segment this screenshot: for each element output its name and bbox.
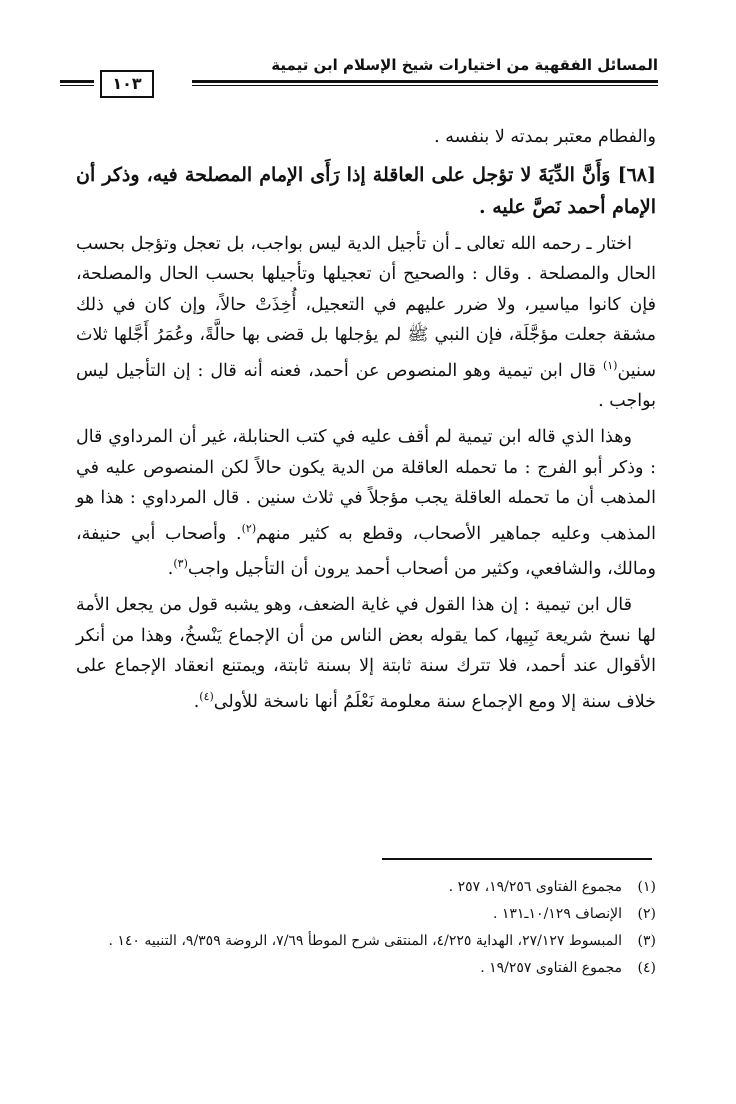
footnote-number: (٢) <box>637 906 656 922</box>
paragraph-ibn-taymiyya-choice <box>76 229 656 417</box>
footnote-text: الإنصاف ١٠/١٢٩ـ١٣١ . <box>492 906 622 922</box>
running-title: المسائل الفقهية من اختيارات شيخ الإسلام ابن تيمية <box>271 56 658 74</box>
issue-title: وَأَنَّ الدِّيَةَ لا تؤجل على العاقلة إذا رَأَى الإمام المصلحة فيه، وذكر أن الإمام أحمد نَصَّ عليه . <box>76 163 656 218</box>
issue-heading <box>76 159 656 223</box>
footnote-ref: (٢) <box>241 521 257 535</box>
footnote-text: مجموع الفتاوى ١٩/٢٥٧ . <box>480 960 622 976</box>
header-left-rule-thin <box>60 85 94 86</box>
paragraph-mardawi <box>76 422 656 584</box>
paragraph-intro: والفطام معتبر بمدته لا بنفسه . <box>434 127 656 147</box>
paragraph-abrogation <box>76 590 656 717</box>
footnote-separator <box>382 858 652 860</box>
footnote-ref: (٣) <box>173 557 188 571</box>
footnotes <box>76 874 656 982</box>
page-header <box>60 54 658 98</box>
footnote-ref: (١) <box>602 358 618 372</box>
header-left-rule <box>60 80 94 83</box>
header-rule <box>192 80 658 83</box>
paragraph-text: . <box>167 558 174 579</box>
footnote-number: (٣) <box>637 933 656 949</box>
paragraph-text: . <box>193 691 200 712</box>
header-rule-thin <box>192 85 658 86</box>
footnote-number: (٤) <box>637 960 656 976</box>
footnote-text: مجموع الفتاوى ١٩/٢٥٦، ٢٥٧ . <box>448 879 622 895</box>
paragraph-text: اختار ـ رحمه الله تعالى ـ أن تأجيل الدية ليس بواجب، بل تعجل وتؤجل بحسب الحال والمصلحة . وقال : والصحيح أن تعجيلها وتأجيلها بحسب الحال والمصلحة، فإن كانوا مياسير، ولا ضرر عليهم في التعجيل، أُخِذَتْ حالاً، وإن كان في ذلك مشقة جعلت مؤجَّلَة، فإن النبي ﷺ لم يؤجلها بل قضى بها حالَّةً، وعُمَرُ أَجَّلها ثلاث سنين <box>76 233 656 381</box>
paragraph-text: . وأصحاب أبي حنيفة، ومالك، والشافعي، وكثير من أصحاب أحمد يرون أن التأجيل واجب <box>76 523 656 579</box>
footnote-number: (١) <box>637 879 656 895</box>
main-text <box>76 122 656 723</box>
footnote-text: المبسوط ٢٧/١٢٧، الهداية ٤/٢٢٥، المنتقى شرح الموطأ ٧/٦٩، الروضة ٩/٣٥٩، التنبيه ١٤٠ . <box>108 933 622 949</box>
paragraph-text: وهذا الذي قاله ابن تيمية لم أقف عليه في كتب الحنابلة، غير أن المرداوي قال : وذكر أبو الفرج : ما تحمله العاقلة من الدية يكون حالاً لكن المنصوص عليه في المذهب أن ما تحمله العاقلة يجب مؤجلاً في ثلاث سنين . قال المرداوي : هذا هو المذهب وعليه جماهير الأصحاب، وقطع به كثير منهم <box>76 427 657 544</box>
page-number: ١٠٣ <box>100 70 154 98</box>
paragraph-text: قال ابن تيمية : إن هذا القول في غاية الضعف، وهو يشبه قول من يجعل الأمة لها نسخ شريعة نَبِيها، كما يقوله بعض الناس من أن الإجماع يَنْسخُ، وهذا من أنكر الأقوال عند أحمد، فلا تترك سنة ثابتة إلا بسنة ثابتة، ويمتنع انعقاد الإجماع على خلاف سنة إلا ومع الإجماع سنة معلومة نَعْلَمُ أنها ناسخة للأولى <box>76 595 656 712</box>
paragraph-text: قال ابن تيمية وهو المنصوص عن أحمد، فعنه أنه قال : إن التأجيل ليس بواجب . <box>76 360 656 411</box>
footnote-item <box>76 955 656 982</box>
footnote-item <box>76 874 656 901</box>
footnote-item <box>76 901 656 928</box>
footnote-item <box>76 928 656 955</box>
issue-number: [٦٨] <box>617 163 656 186</box>
footnote-ref: (٤) <box>199 689 214 703</box>
